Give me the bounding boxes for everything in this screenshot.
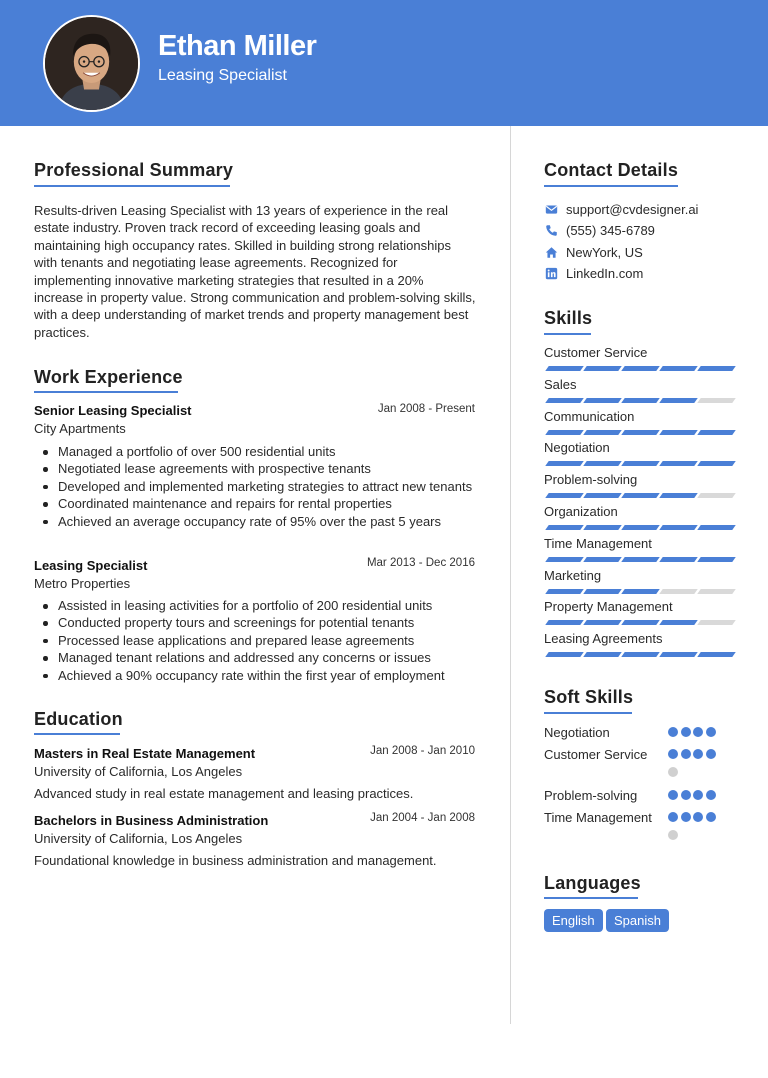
skill-level-segment <box>697 398 736 403</box>
list-item: Assisted in leasing activities for a portfolio of 200 residential units <box>34 597 476 614</box>
skill-level-segment <box>659 430 698 435</box>
skill-name: Communication <box>544 408 635 424</box>
skill-name: Negotiation <box>544 440 610 456</box>
skill-level-segment <box>583 430 622 435</box>
list-item: Negotiated lease agreements with prospective tenants <box>34 460 476 477</box>
skill-level-segment <box>583 589 622 594</box>
skill-level-segment <box>621 398 660 403</box>
list-item: Conducted property tours and screenings for potential tenants <box>34 614 476 631</box>
soft-skill-rating <box>668 749 728 761</box>
skill-level-segment <box>545 461 584 466</box>
skill-level-bar <box>544 430 734 435</box>
skill-level-segment <box>621 461 660 466</box>
skill-level-segment <box>621 525 660 530</box>
skill-level-bar <box>544 620 734 625</box>
degree-description: Advanced study in real estate management and leasing practices. <box>34 786 414 801</box>
soft-skill-name: Problem-solving <box>544 788 638 803</box>
skill-level-segment <box>697 430 736 435</box>
rating-dot <box>668 749 678 759</box>
portrait-image <box>45 17 138 110</box>
skill-level-segment <box>583 366 622 371</box>
rating-dot <box>681 727 691 737</box>
skill-level-segment <box>659 525 698 530</box>
education-heading: Education <box>34 709 123 729</box>
linkedin-icon <box>544 267 558 280</box>
skill-level-segment <box>545 652 584 657</box>
skill-level-segment <box>545 493 584 498</box>
skill-level-segment <box>545 525 584 530</box>
skill-level-segment <box>621 557 660 562</box>
rating-dot <box>681 812 691 822</box>
degree-title: Masters in Real Estate Management <box>34 746 256 761</box>
profile-photo <box>43 15 140 112</box>
skill-level-segment <box>583 461 622 466</box>
skill-level-segment <box>659 366 698 371</box>
skill-name: Organization <box>544 504 618 519</box>
skill-level-segment <box>621 620 660 625</box>
skills-heading: Skills <box>544 308 593 328</box>
skill-level-segment <box>621 652 660 657</box>
list-item: Processed lease applications and prepared lease agreements <box>34 632 476 649</box>
phone-icon <box>544 224 558 237</box>
skill-level-segment <box>659 461 698 466</box>
skill-level-segment <box>659 557 698 562</box>
skill-level-bar <box>544 652 734 657</box>
rating-dot <box>681 790 691 800</box>
list-item: Achieved a 90% occupancy rate within the first year of employment <box>34 667 476 684</box>
list-item: Developed and implemented marketing strategies to attract new tenants <box>34 478 476 495</box>
contact-heading: Contact Details <box>544 160 679 180</box>
contact-email[interactable] <box>544 202 698 217</box>
list-item: Coordinated maintenance and repairs for rental properties <box>34 495 476 512</box>
skill-name: Problem-solving <box>544 472 638 488</box>
column-divider <box>510 126 511 1024</box>
degree-dates: Jan 2008 - Jan 2010 <box>370 745 475 757</box>
rating-dot <box>706 749 716 759</box>
skill-level-segment <box>697 652 736 657</box>
degree-description: Foundational knowledge in business administration and management. <box>34 853 437 868</box>
skills-heading-rule <box>544 333 591 335</box>
skill-level-segment <box>697 589 736 594</box>
skill-level-segment <box>583 525 622 530</box>
skill-level-segment <box>621 589 660 594</box>
school-name: University of California, Los Angeles <box>34 831 243 846</box>
skill-level-bar <box>544 525 734 530</box>
job-company: Metro Properties <box>34 576 131 591</box>
skill-level-segment <box>697 525 736 530</box>
skill-level-segment <box>545 398 584 403</box>
rating-dot <box>693 749 703 759</box>
language-badge: Spanish <box>606 909 669 932</box>
skill-level-bar <box>544 366 734 371</box>
candidate-title: Leasing Specialist <box>158 67 287 84</box>
skill-level-bar <box>544 461 734 466</box>
list-item: Managed a portfolio of over 500 residential units <box>34 443 476 460</box>
skill-level-bar <box>544 493 734 498</box>
skill-level-bar <box>544 398 734 403</box>
soft-skill-rating <box>668 812 728 824</box>
contact-heading-rule <box>544 185 678 187</box>
job-dates: Jan 2008 - Present <box>377 403 475 415</box>
rating-dot <box>668 727 678 737</box>
skill-level-segment <box>583 398 622 403</box>
skill-level-segment <box>545 620 584 625</box>
job-dates: Mar 2013 - Dec 2016 <box>366 557 475 569</box>
skill-level-segment <box>545 589 584 594</box>
rating-dot <box>681 749 691 759</box>
skill-level-segment <box>545 557 584 562</box>
skill-level-segment <box>659 620 698 625</box>
experience-heading-rule <box>34 391 178 393</box>
soft-skills-heading: Soft Skills <box>544 687 634 707</box>
skill-name: Marketing <box>544 567 602 583</box>
skill-level-segment <box>659 398 698 403</box>
phone-text: (555) 345-6789 <box>566 223 655 238</box>
rating-dot <box>668 767 678 777</box>
soft-skill-name: Customer Service <box>544 747 648 762</box>
email-text: support@cvdesigner.ai <box>566 202 699 217</box>
summary-heading-rule <box>34 185 230 187</box>
rating-dot <box>693 727 703 737</box>
soft-skill-rating <box>668 727 728 739</box>
skill-level-segment <box>583 493 622 498</box>
degree-dates: Jan 2004 - Jan 2008 <box>370 812 475 824</box>
skill-name: Time Management <box>544 535 652 551</box>
skill-level-segment <box>583 652 622 657</box>
job-company: City Apartments <box>34 421 126 436</box>
list-item: Achieved an average occupancy rate of 95% over the past 5 years <box>34 513 476 530</box>
rating-dot <box>668 830 678 840</box>
school-name: University of California, Los Angeles <box>34 764 243 779</box>
job-title: Leasing Specialist <box>34 558 148 573</box>
languages-heading: Languages <box>544 873 641 893</box>
skill-level-segment <box>697 493 736 498</box>
contact-phone[interactable] <box>544 223 655 238</box>
job-bullet-list <box>34 443 476 530</box>
skill-level-segment <box>697 557 736 562</box>
linkedin-text: LinkedIn.com <box>566 266 644 281</box>
skill-level-segment <box>621 493 660 498</box>
soft-skill-name: Time Management <box>544 810 652 825</box>
skill-level-segment <box>583 620 622 625</box>
envelope-icon <box>544 203 558 216</box>
skill-name: Property Management <box>544 599 673 615</box>
degree-title: Bachelors in Business Administration <box>34 813 269 828</box>
location-text: NewYork, US <box>566 245 643 260</box>
skill-level-segment <box>545 366 584 371</box>
home-icon <box>544 246 558 259</box>
skill-level-segment <box>545 430 584 435</box>
skill-level-segment <box>659 493 698 498</box>
rating-dot <box>706 812 716 822</box>
rating-dot <box>668 812 678 822</box>
candidate-name: Ethan Miller <box>158 30 317 62</box>
skill-level-segment <box>697 620 736 625</box>
skill-level-segment <box>659 589 698 594</box>
summary-heading: Professional Summary <box>34 160 234 180</box>
rating-dot <box>706 790 716 800</box>
contact-location <box>544 245 643 260</box>
skill-level-segment <box>659 652 698 657</box>
language-badge: English <box>544 909 603 932</box>
soft-skill-name: Negotiation <box>544 725 610 740</box>
languages-heading-rule <box>544 897 638 899</box>
list-item: Managed tenant relations and addressed any concerns or issues <box>34 649 476 666</box>
skill-level-bar <box>544 589 734 594</box>
header-banner <box>0 0 768 126</box>
skill-name: Leasing Agreements <box>544 631 663 647</box>
skill-name: Customer Service <box>544 345 648 360</box>
soft-skill-rating <box>668 790 728 802</box>
experience-heading: Work Experience <box>34 367 183 387</box>
contact-linkedin[interactable] <box>544 266 643 281</box>
skill-level-segment <box>621 430 660 435</box>
soft-skills-heading-rule <box>544 712 632 714</box>
job-title: Senior Leasing Specialist <box>34 403 192 418</box>
skill-level-segment <box>583 557 622 562</box>
rating-dot <box>706 727 716 737</box>
rating-dot <box>693 790 703 800</box>
rating-dot <box>668 790 678 800</box>
skill-name: Sales <box>544 376 577 392</box>
skill-level-bar <box>544 557 734 562</box>
skill-level-segment <box>697 461 736 466</box>
summary-text: Results-driven Leasing Specialist with 13 years of experience in the real estate industry. Proven track record of exceeding leasing goals and maintaining high occupancy rates. Skilled in building strong relationships with tenants and negotiating lease agreements. Recognized for implementing innovative marketing strategies that resulted in a 20% increase in property value. Strong communication and problem-solving skills, with a deep understanding of market trends and property management best practices. <box>34 203 476 340</box>
skill-level-segment <box>621 366 660 371</box>
job-bullet-list <box>34 597 476 684</box>
rating-dot <box>693 812 703 822</box>
skill-level-segment <box>697 366 736 371</box>
education-heading-rule <box>34 733 120 735</box>
